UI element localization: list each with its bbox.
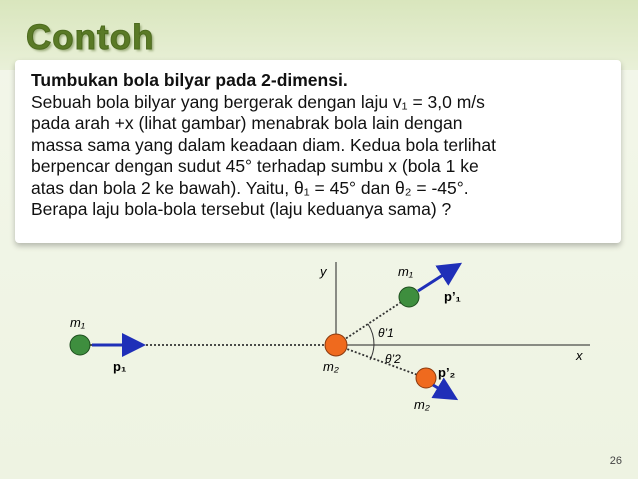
problem-heading: Tumbukan bola bilyar pada 2-dimensi. [31, 70, 348, 90]
slide-title: Contoh [26, 18, 155, 57]
p1-after-label: p’₁ [444, 289, 461, 304]
y-axis-label: y [320, 264, 327, 279]
ball2-label: m₂ [323, 359, 339, 374]
theta2-arc [370, 345, 374, 360]
p1-after-arrow [418, 266, 457, 291]
x-axis-label: x [576, 348, 583, 363]
ball2-outgoing-path [336, 345, 426, 378]
p2-after-label: p’₂ [438, 365, 456, 380]
theta2-label: θ’2 [385, 352, 401, 366]
ball1-outgoing-path [336, 297, 409, 345]
theta1-arc [368, 324, 374, 345]
problem-line-2: pada arah +x (lihat gambar) menabrak bola lain dengan [31, 113, 463, 133]
ball1-before [70, 335, 90, 355]
problem-line-4: berpencar dengan sudut 45° terhadap sumbu x (bola 1 ke [31, 156, 479, 176]
problem-line-5: atas dan bola 2 ke bawah). Yaitu, θ₁ = 45° dan θ₂ = -45°. [31, 177, 469, 198]
problem-line-6: Berapa laju bola-bola tersebut (laju keduanya sama) ? [31, 199, 452, 219]
ball1-before-label: m₁ [70, 315, 85, 330]
problem-line-3: massa sama yang dalam keadaan diam. Kedua bola terlihat [31, 134, 496, 155]
p1-label: p₁ [113, 359, 127, 374]
page-number: 26 [609, 455, 622, 467]
p2-after-arrow [433, 385, 453, 397]
ball1-after-label: m₁ [398, 264, 413, 279]
ball1-after [399, 287, 419, 307]
problem-line-1: Sebuah bola bilyar yang bergerak dengan laju v₁ = 3,0 m/s [31, 91, 485, 112]
ball2-after-label: m₂ [414, 397, 430, 412]
theta1-label: θ’1 [378, 326, 394, 340]
ball2-at-rest [325, 334, 347, 356]
